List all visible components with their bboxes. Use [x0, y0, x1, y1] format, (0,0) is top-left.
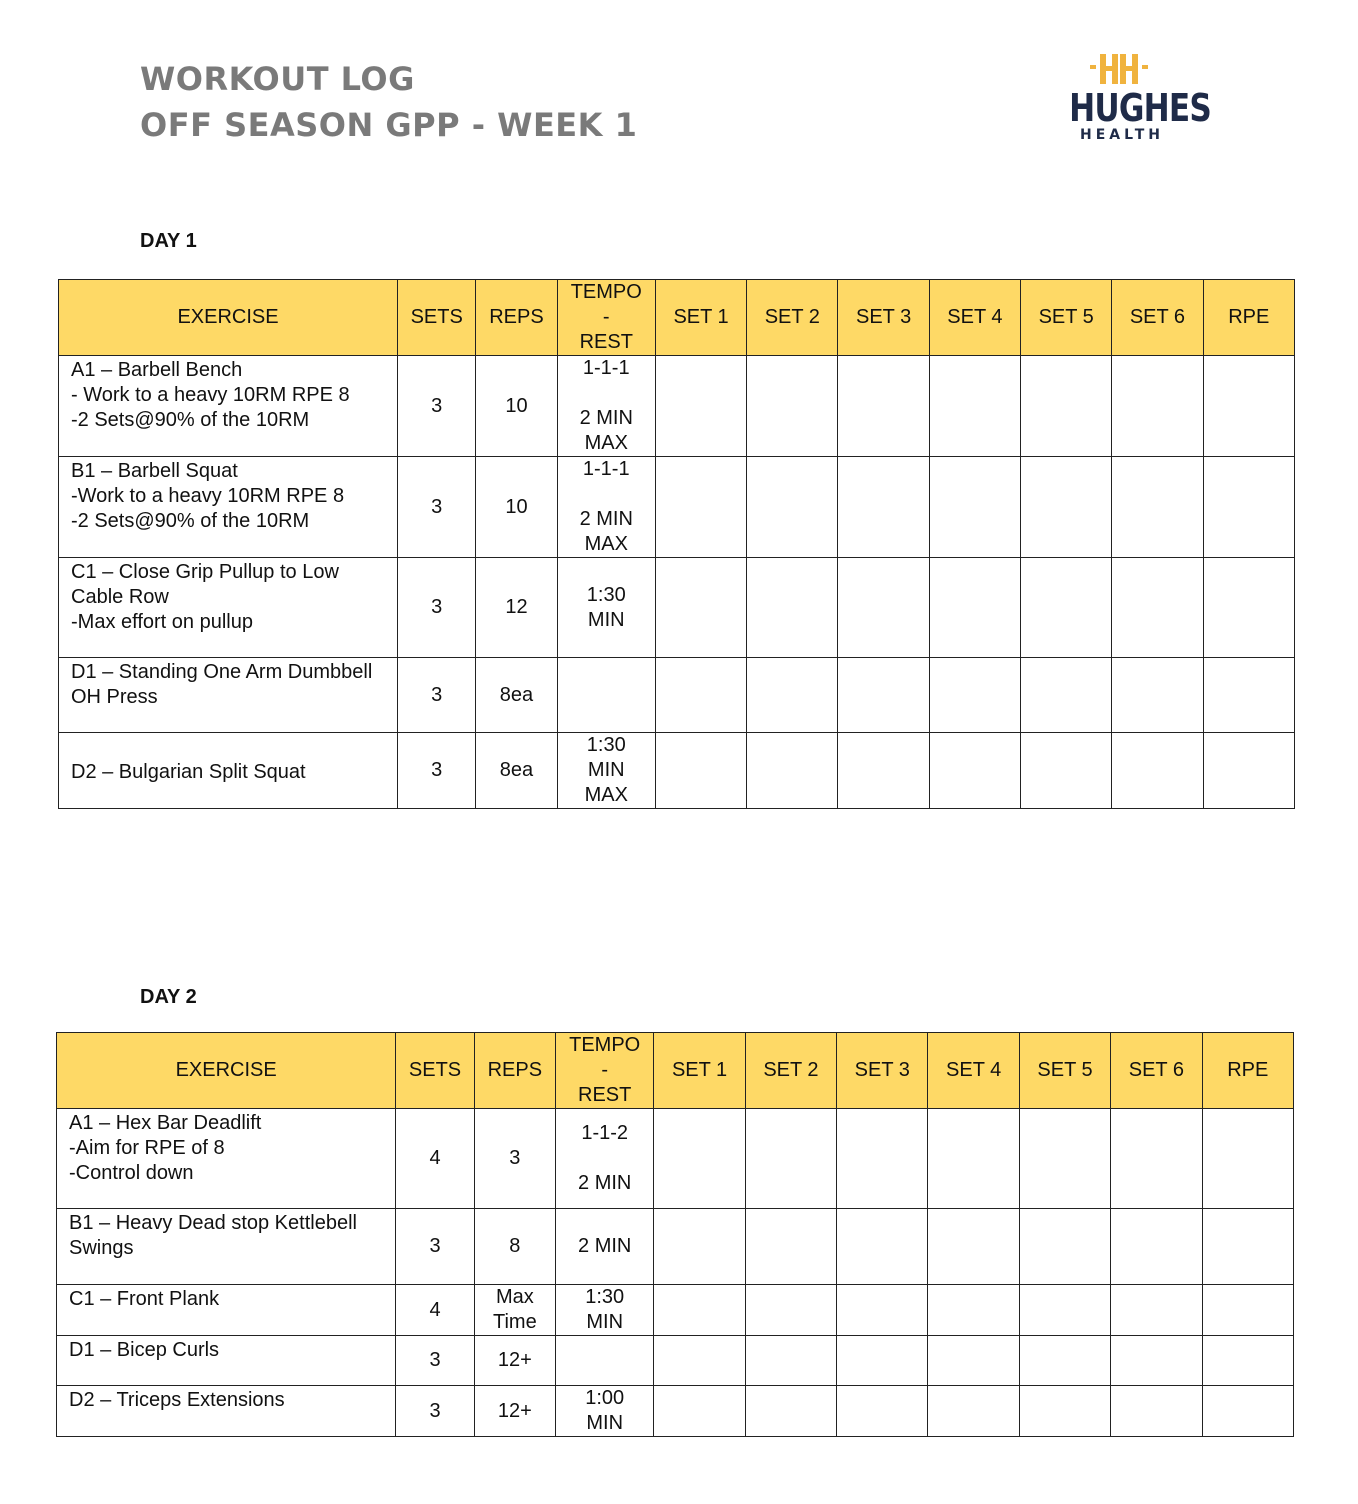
reps-cell: Max Time — [474, 1285, 555, 1336]
sets-cell: 4 — [396, 1285, 474, 1336]
column-header: TEMPO - REST — [557, 280, 655, 356]
reps-cell: 8ea — [476, 658, 557, 733]
set5-entry-cell[interactable] — [1019, 1336, 1110, 1386]
column-header: TEMPO - REST — [556, 1033, 654, 1109]
reps-cell: 10 — [476, 356, 557, 457]
column-header: SET 4 — [928, 1033, 1019, 1109]
rpe-entry-cell[interactable] — [1202, 1209, 1293, 1285]
sets-cell: 3 — [396, 1336, 474, 1386]
tempo-rest-cell: 1-1-2 2 MIN — [556, 1109, 654, 1209]
set2-entry-cell[interactable] — [747, 558, 838, 658]
column-header: EXERCISE — [57, 1033, 396, 1109]
set4-entry-cell[interactable] — [928, 1386, 1019, 1437]
tempo-rest-cell — [557, 658, 655, 733]
set3-entry-cell[interactable] — [837, 1285, 928, 1336]
reps-cell: 8ea — [476, 733, 557, 809]
set3-entry-cell[interactable] — [837, 1209, 928, 1285]
column-header: SET 5 — [1021, 280, 1112, 356]
exercise-row — [59, 356, 1295, 457]
tempo-rest-cell — [556, 1336, 654, 1386]
exercise-row — [57, 1285, 1294, 1336]
sets-cell: 3 — [396, 1386, 474, 1437]
rpe-entry-cell[interactable] — [1203, 457, 1294, 558]
set5-entry-cell[interactable] — [1019, 1209, 1110, 1285]
set1-entry-cell[interactable] — [655, 558, 746, 658]
set6-entry-cell[interactable] — [1112, 356, 1203, 457]
set2-entry-cell[interactable] — [745, 1336, 836, 1386]
column-header: RPE — [1203, 280, 1294, 356]
rpe-entry-cell[interactable] — [1202, 1285, 1293, 1336]
tempo-rest-cell: 1:30 MIN MAX — [557, 733, 655, 809]
exercise-cell: B1 – Barbell Squat -Work to a heavy 10RM RPE 8 -2 Sets@90% of the 10RM — [59, 457, 398, 558]
set6-entry-cell[interactable] — [1112, 733, 1203, 809]
set4-entry-cell[interactable] — [928, 1336, 1019, 1386]
set4-entry-cell[interactable] — [929, 558, 1020, 658]
set1-entry-cell[interactable] — [654, 1336, 745, 1386]
tempo-rest-cell: 1:00 MIN — [556, 1386, 654, 1437]
set1-entry-cell[interactable] — [655, 457, 746, 558]
set5-entry-cell[interactable] — [1021, 457, 1112, 558]
exercise-row — [59, 457, 1295, 558]
reps-cell: 10 — [476, 457, 557, 558]
set6-entry-cell[interactable] — [1111, 1109, 1202, 1209]
set6-entry-cell[interactable] — [1111, 1386, 1202, 1437]
exercise-row — [59, 733, 1295, 809]
set2-entry-cell[interactable] — [745, 1209, 836, 1285]
set5-entry-cell[interactable] — [1021, 356, 1112, 457]
exercise-cell: D2 – Bulgarian Split Squat — [59, 733, 398, 809]
rpe-entry-cell[interactable] — [1203, 356, 1294, 457]
set5-entry-cell[interactable] — [1019, 1109, 1110, 1209]
exercise-row — [59, 558, 1295, 658]
set1-entry-cell[interactable] — [654, 1285, 745, 1336]
set5-entry-cell[interactable] — [1019, 1386, 1110, 1437]
column-header: SET 4 — [929, 280, 1020, 356]
set2-entry-cell[interactable] — [747, 658, 838, 733]
column-header: SET 2 — [745, 1033, 836, 1109]
column-header: SET 2 — [747, 280, 838, 356]
set6-entry-cell[interactable] — [1112, 558, 1203, 658]
set3-entry-cell[interactable] — [838, 356, 929, 457]
logo-sub-text: HEALTH — [1080, 127, 1164, 143]
set4-entry-cell[interactable] — [929, 658, 1020, 733]
exercise-row — [59, 658, 1295, 733]
set3-entry-cell[interactable] — [837, 1386, 928, 1437]
set2-entry-cell[interactable] — [745, 1285, 836, 1336]
set3-entry-cell[interactable] — [838, 658, 929, 733]
set2-entry-cell[interactable] — [745, 1109, 836, 1209]
column-header: SET 5 — [1019, 1033, 1110, 1109]
hh-monogram-icon — [1088, 50, 1152, 88]
set1-entry-cell[interactable] — [655, 356, 746, 457]
exercise-cell: C1 – Front Plank — [57, 1285, 396, 1336]
exercise-cell: C1 – Close Grip Pullup to Low Cable Row -Max effort on pullup — [59, 558, 398, 658]
set5-entry-cell[interactable] — [1021, 658, 1112, 733]
tempo-rest-cell: 1:30 MIN — [556, 1285, 654, 1336]
column-header: EXERCISE — [59, 280, 398, 356]
tempo-rest-cell: 1-1-1 2 MIN MAX — [557, 457, 655, 558]
column-header: SETS — [398, 280, 476, 356]
set1-entry-cell[interactable] — [654, 1386, 745, 1437]
logo-brand-text: HUGHES — [1069, 86, 1212, 130]
sets-cell: 3 — [398, 356, 476, 457]
column-header: REPS — [476, 280, 557, 356]
set3-entry-cell[interactable] — [837, 1336, 928, 1386]
exercise-cell: D2 – Triceps Extensions — [57, 1386, 396, 1437]
set6-entry-cell[interactable] — [1111, 1285, 1202, 1336]
column-header: SET 6 — [1112, 280, 1203, 356]
exercise-cell: B1 – Heavy Dead stop Kettlebell Swings — [57, 1209, 396, 1285]
rpe-entry-cell[interactable] — [1202, 1336, 1293, 1386]
column-header: SET 1 — [655, 280, 746, 356]
table-header-row — [59, 280, 1295, 356]
day-1-table — [58, 279, 1295, 809]
column-header: RPE — [1202, 1033, 1293, 1109]
column-header: SET 6 — [1111, 1033, 1202, 1109]
set5-entry-cell[interactable] — [1019, 1285, 1110, 1336]
document-title — [140, 56, 637, 148]
set5-entry-cell[interactable] — [1021, 558, 1112, 658]
reps-cell: 12+ — [474, 1386, 555, 1437]
sets-cell: 3 — [398, 558, 476, 658]
set3-entry-cell[interactable] — [837, 1109, 928, 1209]
title-line-1: WORKOUT LOG — [140, 60, 415, 98]
set6-entry-cell[interactable] — [1111, 1209, 1202, 1285]
reps-cell: 12+ — [474, 1336, 555, 1386]
reps-cell: 12 — [476, 558, 557, 658]
column-header: SET 3 — [838, 280, 929, 356]
set4-entry-cell[interactable] — [929, 356, 1020, 457]
sets-cell: 3 — [398, 658, 476, 733]
day-2-label: DAY 2 — [140, 986, 197, 1008]
exercise-cell: A1 – Hex Bar Deadlift -Aim for RPE of 8 -Control down — [57, 1109, 396, 1209]
sets-cell: 3 — [398, 733, 476, 809]
column-header: SETS — [396, 1033, 474, 1109]
set4-entry-cell[interactable] — [929, 457, 1020, 558]
exercise-cell: A1 – Barbell Bench - Work to a heavy 10RM RPE 8 -2 Sets@90% of the 10RM — [59, 356, 398, 457]
column-header: SET 1 — [654, 1033, 745, 1109]
set3-entry-cell[interactable] — [838, 733, 929, 809]
set4-entry-cell[interactable] — [928, 1285, 1019, 1336]
rpe-entry-cell[interactable] — [1203, 558, 1294, 658]
day-1-label: DAY 1 — [140, 230, 197, 252]
exercise-row — [57, 1209, 1294, 1285]
exercise-cell: D1 – Bicep Curls — [57, 1336, 396, 1386]
set2-entry-cell[interactable] — [747, 356, 838, 457]
set1-entry-cell[interactable] — [654, 1109, 745, 1209]
rpe-entry-cell[interactable] — [1203, 658, 1294, 733]
set6-entry-cell[interactable] — [1111, 1336, 1202, 1386]
tempo-rest-cell: 1-1-1 2 MIN MAX — [557, 356, 655, 457]
exercise-row — [57, 1336, 1294, 1386]
set2-entry-cell[interactable] — [747, 457, 838, 558]
day-2-table — [56, 1032, 1294, 1437]
exercise-cell: D1 – Standing One Arm Dumbbell OH Press — [59, 658, 398, 733]
tempo-rest-cell: 1:30 MIN — [557, 558, 655, 658]
reps-cell: 8 — [474, 1209, 555, 1285]
rpe-entry-cell[interactable] — [1203, 733, 1294, 809]
set6-entry-cell[interactable] — [1112, 457, 1203, 558]
set1-entry-cell[interactable] — [654, 1209, 745, 1285]
sets-cell: 3 — [398, 457, 476, 558]
tempo-rest-cell: 2 MIN — [556, 1209, 654, 1285]
table-header-row — [57, 1033, 1294, 1109]
sets-cell: 4 — [396, 1109, 474, 1209]
set4-entry-cell[interactable] — [929, 733, 1020, 809]
rpe-entry-cell[interactable] — [1202, 1386, 1293, 1437]
set3-entry-cell[interactable] — [838, 457, 929, 558]
hughes-health-logo — [1058, 50, 1212, 143]
exercise-row — [57, 1386, 1294, 1437]
exercise-row — [57, 1109, 1294, 1209]
set4-entry-cell[interactable] — [928, 1109, 1019, 1209]
set1-entry-cell[interactable] — [655, 733, 746, 809]
set6-entry-cell[interactable] — [1112, 658, 1203, 733]
set2-entry-cell[interactable] — [747, 733, 838, 809]
title-line-2: OFF SEASON GPP - WEEK 1 — [140, 106, 638, 144]
sets-cell: 3 — [396, 1209, 474, 1285]
column-header: REPS — [474, 1033, 555, 1109]
set3-entry-cell[interactable] — [838, 558, 929, 658]
set4-entry-cell[interactable] — [928, 1209, 1019, 1285]
rpe-entry-cell[interactable] — [1202, 1109, 1293, 1209]
set5-entry-cell[interactable] — [1021, 733, 1112, 809]
column-header: SET 3 — [837, 1033, 928, 1109]
reps-cell: 3 — [474, 1109, 555, 1209]
set1-entry-cell[interactable] — [655, 658, 746, 733]
set2-entry-cell[interactable] — [745, 1386, 836, 1437]
